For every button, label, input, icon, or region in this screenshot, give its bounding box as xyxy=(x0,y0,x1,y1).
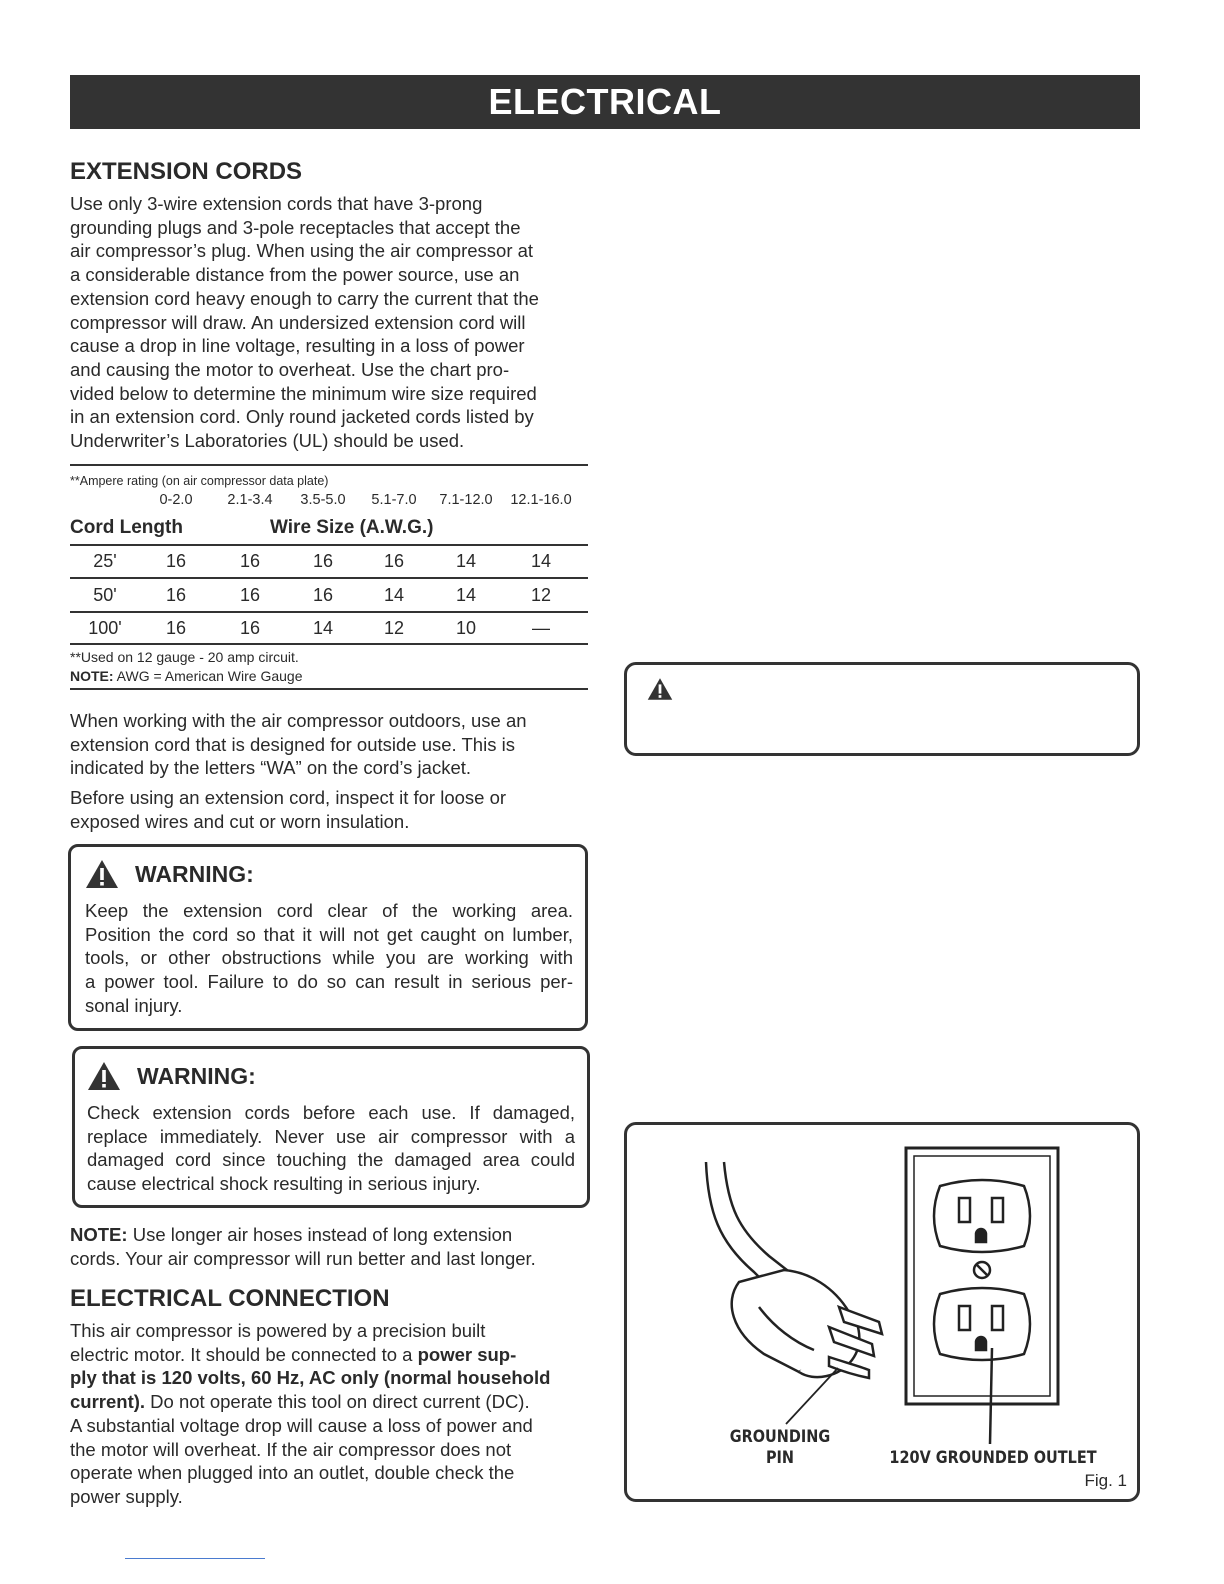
text-line: compressor will draw. An undersized extension cord will xyxy=(70,311,526,333)
text-line: Keep the extension cord clear of the working area. xyxy=(85,900,573,921)
text-line: ply that is 120 volts, 60 Hz, AC only (normal household xyxy=(70,1367,551,1389)
electrical-connection-section xyxy=(70,1285,590,1509)
extension-cords-text xyxy=(70,192,588,453)
amp-caption: **Ampere rating (on air compressor data plate) xyxy=(70,474,329,488)
text-line: and causing the motor to overheat. Use the chart pro- xyxy=(70,358,510,380)
amp-range: 2.1-3.4 xyxy=(227,492,273,508)
text-line: indicated by the letters “WA” on the cord’s jacket. xyxy=(70,757,472,779)
text-line: Position the cord so that it will not get caught on lumber, xyxy=(85,923,573,945)
cell: 16 xyxy=(312,551,334,571)
text-line: cause electrical shock resulting in serious injury. xyxy=(87,1173,481,1195)
text-line: the motor will overheat. If the air compressor does not xyxy=(70,1438,512,1460)
amp-range-row xyxy=(70,488,588,512)
warning-triangle-icon xyxy=(85,859,119,889)
cell: 10 xyxy=(455,617,477,638)
text-line: When working with the air compressor outdoors, use an xyxy=(70,710,527,731)
outlet-receptacle-bottom xyxy=(934,1288,1030,1360)
cell-length: 100' xyxy=(88,617,122,638)
text-line xyxy=(70,1223,588,1247)
grounded-outlet-label: 120V GROUNDED OUTLET xyxy=(889,1448,1097,1468)
table-note xyxy=(70,667,588,686)
footer-rule xyxy=(125,1558,265,1559)
text-line: A substantial voltage drop will cause a loss of power and xyxy=(70,1414,533,1436)
figure-label: Fig. 1 xyxy=(1084,1471,1127,1490)
outlet-screw xyxy=(974,1262,990,1278)
cell: 16 xyxy=(239,617,261,638)
label-line: PIN xyxy=(765,1448,795,1468)
cell-length: 50' xyxy=(93,584,117,605)
note-label: NOTE: xyxy=(70,668,114,684)
text-line: air compressor’s plug. When using the air compressor at xyxy=(70,240,534,262)
amp-range: 7.1-12.0 xyxy=(439,492,493,508)
extension-cords-section xyxy=(70,158,588,453)
col-wire-size: Wire Size (A.W.G.) xyxy=(270,517,434,538)
warning-text xyxy=(85,899,573,1018)
hoses-note xyxy=(70,1223,588,1270)
text-line: Use only 3-wire extension cords that have 3-prong xyxy=(70,193,483,214)
outlet-receptacle-top xyxy=(934,1180,1030,1252)
cell: 16 xyxy=(239,584,261,605)
figure-1-box xyxy=(624,1122,1140,1502)
text-line: cords. Your air compressor will run better and last longer. xyxy=(70,1247,536,1269)
text-line: in an extension cord. Only round jacketed cords listed by xyxy=(70,406,534,428)
amp-range: 0-2.0 xyxy=(159,492,193,508)
text-line: damaged cord since touching the damaged area could xyxy=(87,1149,575,1171)
text-line: grounding plugs and 3-pole receptacles that accept the xyxy=(70,216,521,238)
warning-header xyxy=(87,1061,575,1091)
grounding-pin-label xyxy=(726,1427,833,1469)
table-row xyxy=(70,579,588,611)
text-span: Do not operate this tool on direct current (DC). xyxy=(145,1391,530,1413)
warning-box-cord-clear xyxy=(68,844,588,1031)
cell: 14 xyxy=(530,551,552,571)
table-footnote: **Used on 12 gauge - 20 amp circuit. xyxy=(70,649,299,665)
text-line xyxy=(70,1390,590,1414)
text-line: operate when plugged into an outlet, double check the xyxy=(70,1462,515,1484)
text-line: power supply. xyxy=(70,1485,183,1507)
cell: 16 xyxy=(383,551,405,571)
label-line: GROUNDING xyxy=(729,1427,831,1447)
warning-box-empty xyxy=(624,662,1140,756)
electrical-connection-heading: ELECTRICAL CONNECTION xyxy=(70,1285,390,1312)
text-line: tools, or other obstructions while you are working with xyxy=(85,947,573,969)
plug-outlet-illustration xyxy=(624,1122,1140,1502)
extension-cords-heading: EXTENSION CORDS xyxy=(70,158,303,185)
warning-triangle-icon xyxy=(647,677,673,701)
outdoor-section xyxy=(70,709,588,834)
amp-range: 3.5-5.0 xyxy=(300,492,346,508)
text-line: extension cord heavy enough to carry the current that the xyxy=(70,287,539,309)
cell: 14 xyxy=(455,584,477,605)
cell: 16 xyxy=(312,584,334,605)
amp-range: 12.1-16.0 xyxy=(510,492,572,508)
cell: 12 xyxy=(383,617,405,638)
page-banner xyxy=(70,75,1140,129)
cell-length: 25' xyxy=(93,551,117,571)
text-line: a considerable distance from the power source, use an xyxy=(70,264,520,286)
cell: 16 xyxy=(165,617,187,638)
text-line: Check extension cords before each use. If damaged, xyxy=(87,1102,575,1123)
text-line: exposed wires and cut or worn insulation. xyxy=(70,810,410,832)
cell: 12 xyxy=(530,584,552,605)
note-text: Use longer air hoses instead of long extension xyxy=(127,1224,513,1245)
text-line: extension cord that is designed for outside use. This is xyxy=(70,733,515,755)
banner-title: ELECTRICAL xyxy=(488,81,722,122)
warning-title: WARNING: xyxy=(137,1062,256,1089)
text-line: This air compressor is powered by a precision built xyxy=(70,1320,486,1341)
text-line: Underwriter’s Laboratories (UL) should be used. xyxy=(70,430,465,452)
col-cord-length: Cord Length xyxy=(70,517,183,538)
table-rule xyxy=(70,464,588,466)
text-line: replace immediately. Never use air compressor with a xyxy=(87,1125,575,1147)
bold-span: power sup- xyxy=(417,1343,517,1365)
note-label: NOTE: xyxy=(70,1224,128,1245)
table-header-row xyxy=(70,512,588,544)
cell: 14 xyxy=(383,584,405,605)
cell: 14 xyxy=(312,617,334,638)
table-row xyxy=(70,613,588,643)
text-line: Before using an extension cord, inspect it for loose or xyxy=(70,787,507,809)
cell: 16 xyxy=(239,551,261,571)
wire-size-table xyxy=(70,464,588,690)
text-line: cause a drop in line voltage, resulting in a loss of power xyxy=(70,335,525,357)
text-line xyxy=(70,1343,590,1367)
warning-title: WARNING: xyxy=(135,860,254,887)
table-row xyxy=(70,546,588,577)
cell: — xyxy=(532,617,550,638)
warning-header xyxy=(85,859,573,889)
warning-triangle-icon xyxy=(87,1061,121,1091)
warning-box-check-cords xyxy=(72,1046,590,1208)
cell: 16 xyxy=(165,584,187,605)
cell: 16 xyxy=(165,551,187,571)
text-line: vided below to determine the minimum wire size required xyxy=(70,382,537,404)
text-span: electric motor. It should be connected to a xyxy=(70,1343,418,1365)
bold-span: current). xyxy=(70,1391,146,1413)
amp-range: 5.1-7.0 xyxy=(371,492,417,508)
warning-text xyxy=(87,1101,575,1196)
cell: 14 xyxy=(455,551,477,571)
text-line: sonal injury. xyxy=(85,994,183,1016)
text-line: a power tool. Failure to do so can result in serious per- xyxy=(85,971,573,993)
note-text: AWG = American Wire Gauge xyxy=(113,668,303,684)
